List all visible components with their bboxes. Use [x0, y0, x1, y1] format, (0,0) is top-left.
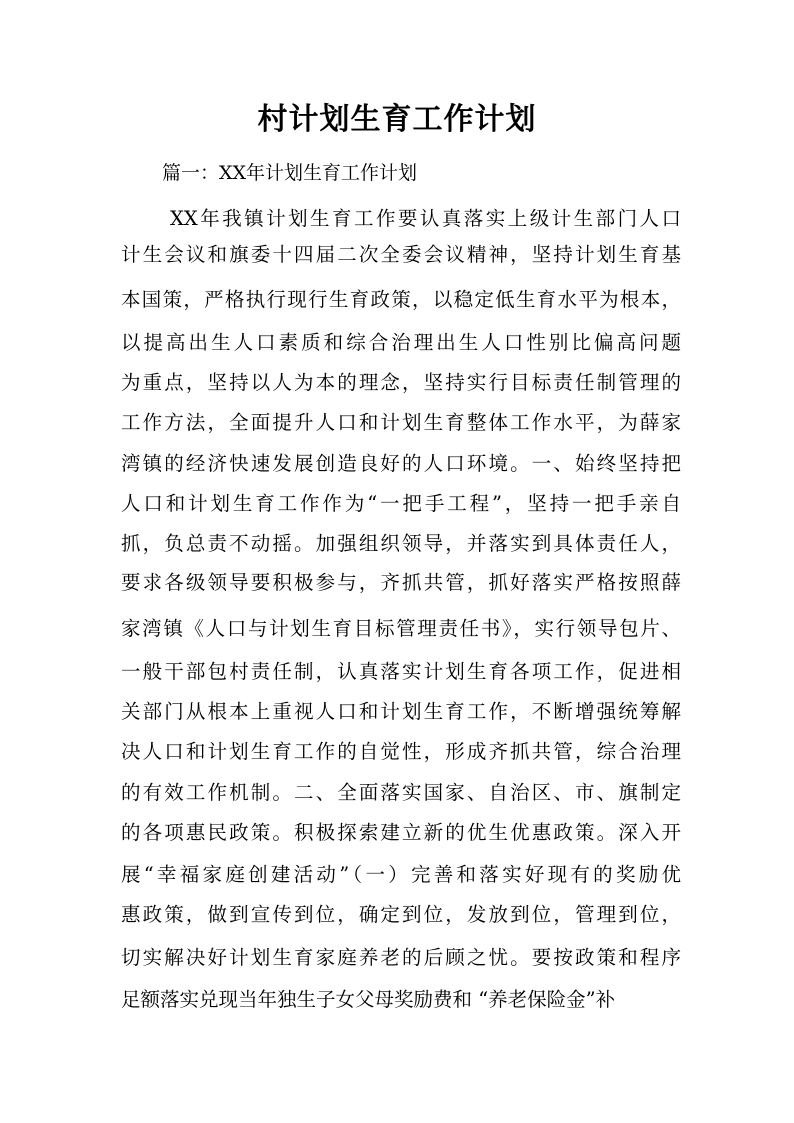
section-heading: 篇一：XX年计划生育工作计划 [162, 162, 418, 184]
body-line: 的各项惠民政策。积极探索建立新的优生优惠政策。深入开 [121, 821, 681, 844]
body-line: 展“幸福家庭创建活动”（一）完善和落实好现有的奖励优 [121, 863, 681, 886]
body-line: XX年我镇计划生育工作要认真落实上级计生部门人口 [170, 207, 681, 230]
body-line: 要求各级领导要积极参与，齐抓共管，抓好落实严格按照薛 [121, 571, 681, 594]
body-line: 的有效工作机制。二、全面落实国家、自治区、市、旗制定 [121, 781, 681, 804]
body-line: 为重点，坚持以人为本的理念，坚持实行目标责任制管理的 [121, 371, 681, 394]
body-line: 工作方法，全面提升人口和计划生育整体工作水平，为薛家 [121, 411, 681, 434]
body-line: 以提高出生人口素质和综合治理出生人口性别比偏高问题 [121, 331, 681, 354]
body-line: 足额落实兑现当年独生子女父母奖励费和 “养老保险金”补 [121, 988, 616, 1011]
body-line: 一般干部包村责任制，认真落实计划生育各项工作，促进相 [121, 660, 681, 683]
body-line: 决人口和计划生育工作的自觉性，形成齐抓共管，综合治理 [121, 740, 681, 763]
body-line: 抓，负总责不动摇。加强组织领导，并落实到具体责任人， [121, 532, 681, 555]
body-line: 人口和计划生育工作作为“一把手工程”，坚持一把手亲自 [121, 492, 681, 515]
body-line: 关部门从根本上重视人口和计划生育工作，不断增强统筹解 [121, 700, 681, 723]
body-line: 湾镇的经济快速发展创造良好的人口环境。一、始终坚持把 [121, 452, 681, 475]
body-line: 计生会议和旗委十四届二次全委会议精神，坚持计划生育基 [121, 243, 681, 266]
body-line: 本国策，严格执行现行生育政策，以稳定低生育水平为根本， [121, 288, 681, 311]
body-line: 切实解决好计划生育家庭养老的后顾之忧。要按政策和程序 [121, 946, 681, 969]
body-line: 家湾镇《人口与计划生育目标管理责任书》，实行领导包片、 [121, 617, 681, 640]
body-line: 惠政策，做到宣传到位，确定到位，发放到位，管理到位， [121, 903, 681, 926]
document-title: 村计划生育工作计划 [257, 102, 537, 137]
